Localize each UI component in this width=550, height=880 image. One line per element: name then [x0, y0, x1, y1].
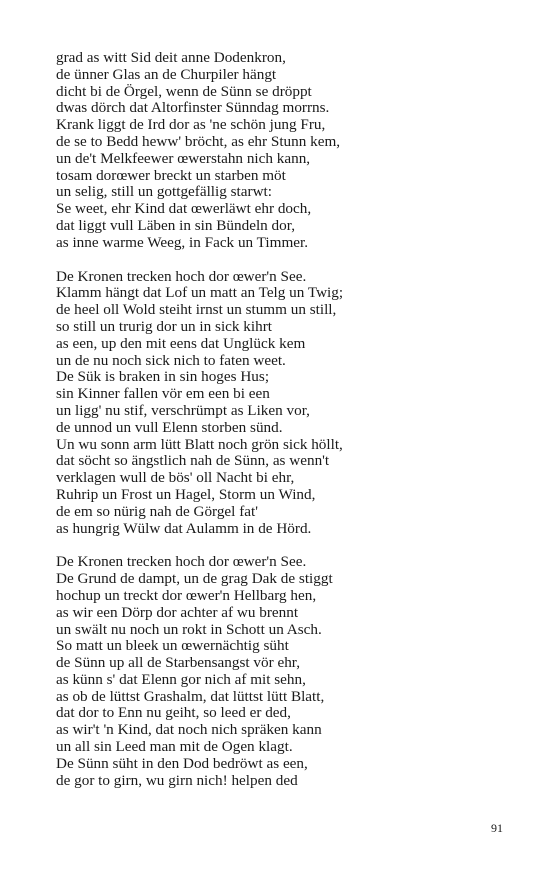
poem-line: de ünner Glas an de Churpiler hängt	[56, 65, 277, 83]
poem-line: de unnod un vull Elenn storben sünd.	[56, 418, 283, 436]
poem-line: as künn s' dat Elenn gor nich af mit sehn,	[56, 670, 306, 688]
poem-line: dat dor to Enn nu geiht, so leed er ded,	[56, 704, 291, 722]
poem-line: de Sünn up all de Starbensangst vör ehr,	[56, 654, 301, 672]
poem-line: dicht bi de Örgel, wenn de Sünn se dröppt	[56, 82, 312, 100]
poem-line: de heel oll Wold steiht irnst un stumm un still,	[56, 301, 337, 319]
poem-line: Se weet, ehr Kind dat œwerläwt ehr doch,	[56, 200, 312, 218]
poem-line: Un wu sonn arm lütt Blatt noch grön sick höllt,	[56, 435, 343, 453]
page-number: 91	[491, 821, 503, 835]
poem-line: dat liggt vull Läben in sin Bündeln dor,	[56, 216, 295, 234]
poem-line: De Grund de dampt, un de grag Dak de stiggt	[56, 570, 333, 588]
poem-line: sin Kinner fallen vör em een bi een	[56, 385, 270, 403]
poem-line: un de't Melkfeewer œwerstahn nich kann,	[56, 149, 311, 167]
poem-line: as hungrig Wülw dat Aulamm in de Hörd.	[56, 519, 312, 537]
poem-line: de gor to girn, wu girn nich! helpen ded	[56, 771, 298, 789]
poem-line: as inne warme Weeg, in Fack un Timmer.	[56, 233, 309, 251]
poem-line: as een, up den mit eens dat Unglück kem	[56, 334, 306, 352]
poem-line: as wir't 'n Kind, dat noch nich spräken kann	[56, 721, 322, 739]
poem-line: un all sin Leed man mit de Ogen klagt.	[56, 738, 293, 756]
poem-line: grad as witt Sid deit anne Dodenkron,	[56, 49, 286, 66]
poem-line: De Sük is braken in sin hoges Hus;	[56, 368, 270, 386]
poem-line: Krank liggt de Ird dor as 'ne schön jung Fru,	[56, 116, 326, 134]
poem-line: tosam dorœwer breckt un starben möt	[56, 166, 286, 184]
stanza	[56, 554, 516, 789]
stanza	[56, 269, 516, 538]
poem-line: verklagen wull de bös' oll Nacht bi ehr,	[56, 469, 295, 487]
poem-line: dat söcht so ängstlich nah de Sünn, as wenn't	[56, 452, 330, 470]
poem-line: de em so nürig nah de Görgel fat'	[56, 502, 258, 520]
poem-line: un swält nu noch un rokt in Schott un Asch.	[56, 620, 322, 638]
poem-line: as wir een Dörp dor achter af wu brennt	[56, 603, 299, 621]
poem-line: as ob de lüttst Grashalm, dat lüttst lütt Blatt,	[56, 687, 325, 705]
poem-line: De Kronen trecken hoch dor œwer'n See.	[56, 267, 307, 285]
poem-line: Ruhrip un Frost un Hagel, Storm un Wind,	[56, 485, 316, 503]
poem-line: De Kronen trecken hoch dor œwer'n See.	[56, 553, 307, 571]
poem-line: de se to Bedd heww' bröcht, as ehr Stunn kem,	[56, 132, 341, 150]
stanza	[56, 50, 516, 252]
poem-line: Klamm hängt dat Lof un matt an Telg un Twig;	[56, 284, 344, 302]
poem-line: So matt un bleek un œwernächtig süht	[56, 637, 289, 655]
poem-line: dwas dörch dat Altorfinster Sünndag morrns.	[56, 99, 330, 117]
poem-text	[56, 50, 516, 806]
poem-line: un selig, still un gottgefällig starwt:	[56, 183, 272, 201]
poem-line: un ligg' nu stif, verschrümpt as Liken vor,	[56, 401, 310, 419]
poem-line: so still un trurig dor un in sick kihrt	[56, 317, 272, 335]
poem-line: hochup un treckt dor œwer'n Hellbarg hen,	[56, 586, 317, 604]
poem-line: un de nu noch sick nich to faten weet.	[56, 351, 286, 369]
poem-line: De Sünn süht in den Dod bedröwt as een,	[56, 754, 308, 772]
